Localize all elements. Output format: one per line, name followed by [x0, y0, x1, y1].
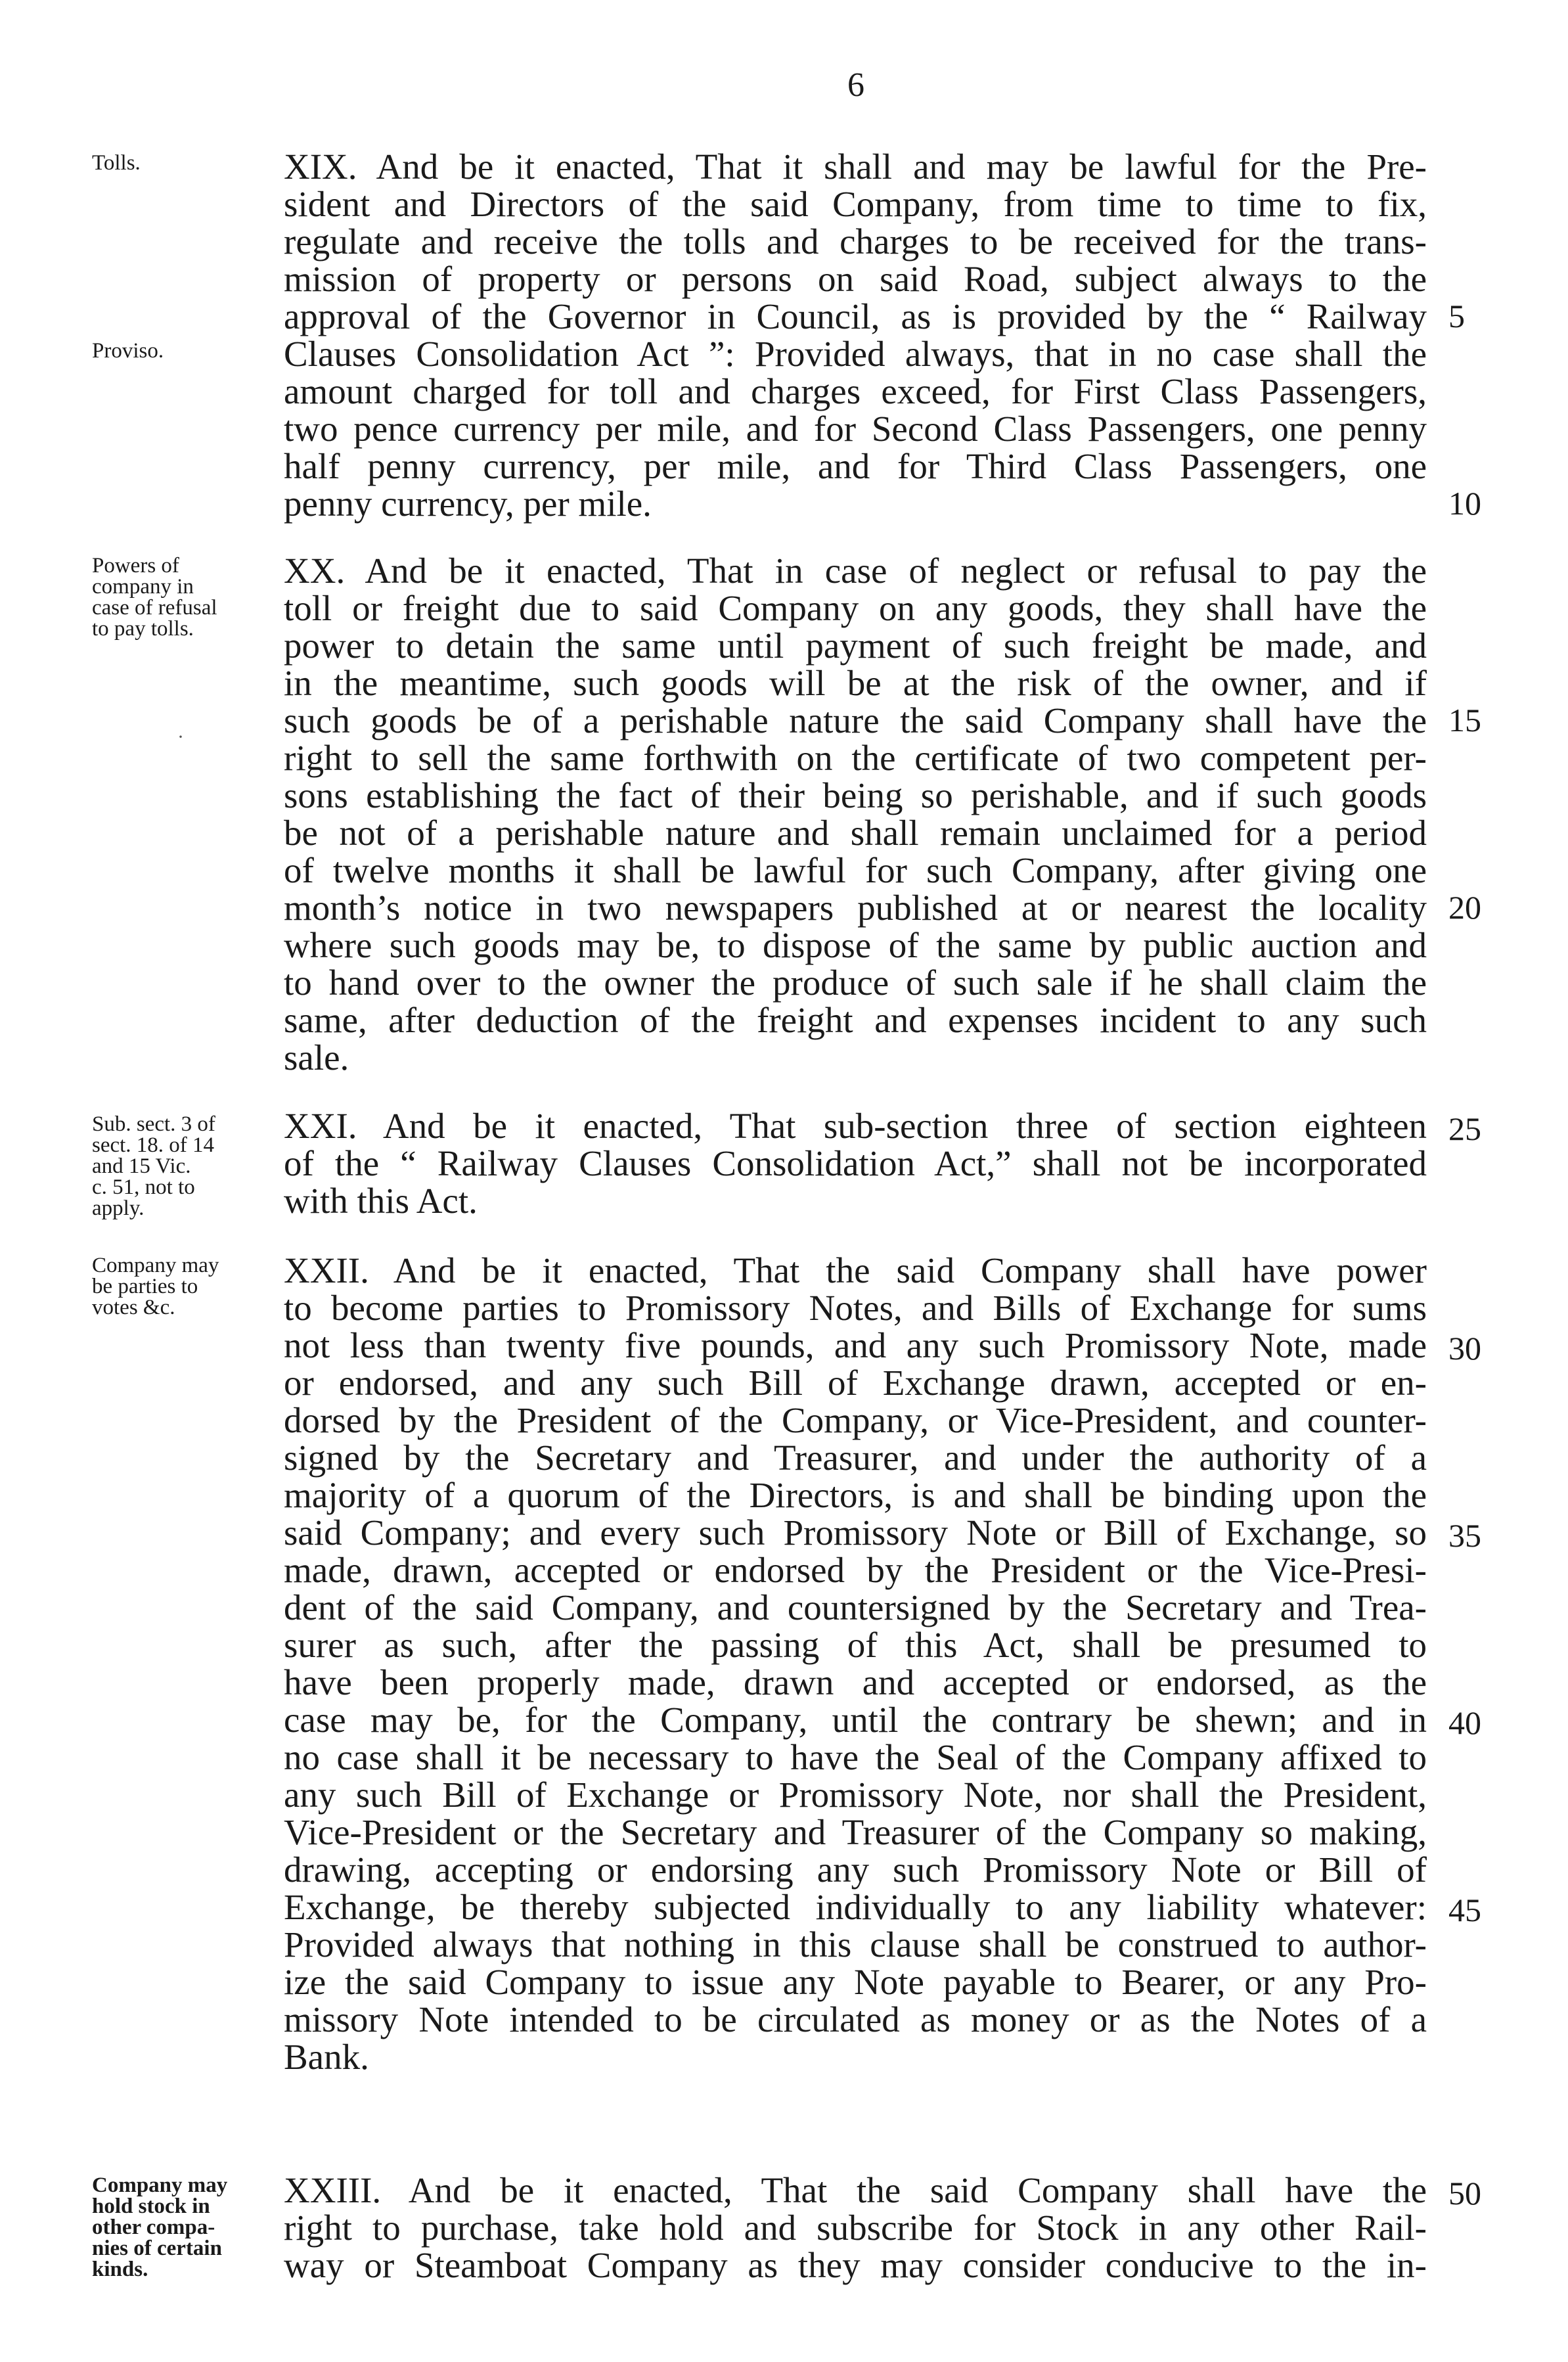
text-line: approval of the Governor in Council, as is provided by the “ Railway [284, 296, 1427, 336]
line-number: 35 [1448, 1517, 1481, 1554]
text-line: way or Steamboat Company as they may consider conducive to the in- [284, 2245, 1427, 2285]
text-line: case may be, for the Company, until the contrary be shewn; and in [284, 1700, 1427, 1740]
text-line: in the meantime, such goods will be at the risk of the owner, and if [284, 663, 1427, 703]
margin-note-proviso [92, 340, 276, 361]
margin-note-line: apply. [92, 1196, 145, 1220]
margin-note-line: votes &c. [92, 1296, 175, 1319]
text-line: right to sell the same forthwith on the certificate of two competent per- [284, 738, 1427, 778]
text-line: half penny currency, per mile, and for Third Class Passengers, one [284, 446, 1427, 486]
margin-note-line: Company may [92, 2173, 228, 2197]
section-xxi [284, 1107, 1427, 1219]
text-line: or endorsed, and any such Bill of Exchange drawn, accepted or en- [284, 1363, 1427, 1403]
margin-note-line: and 15 Vic. [92, 1154, 191, 1178]
text-line: any such Bill of Exchange or Promissory Note, nor shall the President, [284, 1775, 1427, 1815]
margin-note-line: be parties to [92, 1275, 198, 1298]
text-line: XX. And be it enacted, That in case of neglect or refusal to pay the [284, 551, 1427, 591]
section-xxii [284, 1252, 1427, 2076]
margin-note-line: nies of certain [92, 2237, 222, 2260]
text-line: XXI. And be it enacted, That sub-section three of section eighteen [284, 1106, 1427, 1146]
text-line: XXIII. And be it enacted, That the said Company shall have the [284, 2170, 1427, 2210]
line-number: 5 [1448, 298, 1465, 334]
text-line: where such goods may be, to dispose of the same by public auction and [284, 925, 1427, 965]
text-line: sale. [284, 1037, 349, 1078]
margin-note-subsect [92, 1114, 276, 1219]
text-line: surer as such, after the passing of this Act, shall be presumed to [284, 1625, 1427, 1665]
text-line: regulate and receive the tolls and charges to be received for the trans- [284, 221, 1427, 261]
text-line: XXII. And be it enacted, That the said Company shall have power [284, 1250, 1427, 1290]
text-line: drawing, accepting or endorsing any such Promissory Note or Bill of [284, 1850, 1427, 1890]
text-line: have been properly made, drawn and accepted or endorsed, as the [284, 1662, 1427, 1702]
margin-note-line: Tolls. [92, 151, 141, 175]
margin-note-line: kinds. [92, 2258, 148, 2281]
text-line: sons establishing the fact of their being so perishable, and if such goods [284, 775, 1427, 815]
text-line: same, after deduction of the freight and expenses incident to any such [284, 1000, 1427, 1040]
margin-note-line: company in [92, 575, 194, 599]
margin-note-tolls [92, 152, 276, 173]
text-line: signed by the Secretary and Treasurer, and under the authority of a [284, 1438, 1427, 1478]
margin-note-line: sect. 18. of 14 [92, 1133, 215, 1157]
margin-note-line: c. 51, not to [92, 1175, 195, 1199]
section-xix [284, 148, 1427, 522]
text-line: Bank. [284, 2037, 369, 2077]
margin-note-line: Company may [92, 1254, 219, 1277]
stray-mark: · [177, 726, 184, 748]
margin-note-line: Powers of [92, 554, 179, 578]
margin-note-powers [92, 555, 276, 639]
page-number: 6 [847, 66, 864, 104]
line-number: 10 [1448, 485, 1481, 522]
text-line: Provided always that nothing in this clause shall be construed to author- [284, 1924, 1427, 1965]
margin-note-line: other compa- [92, 2215, 215, 2239]
text-line: majority of a quorum of the Directors, is and shall be binding upon the [284, 1475, 1427, 1515]
margin-note-line: case of refusal [92, 596, 217, 620]
text-line: of the “ Railway Clauses Consolidation Act,” shall not be incorporated [284, 1143, 1427, 1183]
line-number: 50 [1448, 2175, 1481, 2212]
margin-note-line: Proviso. [92, 339, 164, 363]
text-line: ize the said Company to issue any Note payable to Bearer, or any Pro- [284, 1962, 1427, 2002]
text-line: mission of property or persons on said Road, subject always to the [284, 259, 1427, 299]
margin-note-company-stock [92, 2175, 276, 2280]
text-line: two pence currency per mile, and for Second Class Passengers, one penny [284, 409, 1427, 449]
section-xx [284, 552, 1427, 1076]
text-line: to hand over to the owner the produce of such sale if he shall claim the [284, 963, 1427, 1003]
text-line: Clauses Consolidation Act ”: Provided always, that in no case shall the [284, 334, 1427, 374]
text-line: amount charged for toll and charges exceed, for First Class Passengers, [284, 371, 1427, 411]
text-line: be not of a perishable nature and shall remain unclaimed for a period [284, 813, 1427, 853]
text-line: Exchange, be thereby subjected individually to any liability whatever: [284, 1887, 1427, 1927]
line-number: 30 [1448, 1330, 1481, 1367]
text-line: power to detain the same until payment of such freight be made, and [284, 625, 1427, 666]
text-line: penny currency, per mile. [284, 484, 652, 524]
text-line: no case shall it be necessary to have the Seal of the Company affixed to [284, 1737, 1427, 1777]
text-line: toll or freight due to said Company on any goods, they shall have the [284, 588, 1427, 628]
text-line: Vice-President or the Secretary and Treasurer of the Company so making, [284, 1812, 1427, 1852]
text-line: with this Act. [284, 1181, 478, 1221]
text-line: not less than twenty five pounds, and any such Promissory Note, made [284, 1325, 1427, 1365]
text-line: right to purchase, take hold and subscribe for Stock in any other Rail- [284, 2208, 1427, 2248]
text-line: said Company; and every such Promissory Note or Bill of Exchange, so [284, 1512, 1427, 1553]
text-line: of twelve months it shall be lawful for such Company, after giving one [284, 850, 1427, 890]
margin-note-line: Sub. sect. 3 of [92, 1112, 215, 1136]
margin-note-line: hold stock in [92, 2194, 210, 2218]
text-line: to become parties to Promissory Notes, and Bills of Exchange for sums [284, 1288, 1427, 1328]
section-xxiii [284, 2171, 1427, 2284]
margin-note-company-votes [92, 1255, 276, 1318]
text-line: dorsed by the President of the Company, or Vice-President, and counter- [284, 1400, 1427, 1440]
line-number: 20 [1448, 889, 1481, 926]
text-line: XIX. And be it enacted, That it shall and may be lawful for the Pre- [284, 147, 1427, 187]
text-line: sident and Directors of the said Company, from time to time to fix, [284, 184, 1427, 224]
text-line: such goods be of a perishable nature the said Company shall have the [284, 700, 1427, 740]
text-line: dent of the said Company, and countersigned by the Secretary and Trea- [284, 1587, 1427, 1627]
text-line: made, drawn, accepted or endorsed by the President or the Vice-Presi- [284, 1550, 1427, 1590]
text-line: month’s notice in two newspapers published at or nearest the locality [284, 888, 1427, 928]
line-number: 45 [1448, 1892, 1481, 1928]
line-number: 25 [1448, 1110, 1481, 1147]
line-number: 40 [1448, 1704, 1481, 1741]
margin-note-line: to pay tolls. [92, 617, 194, 641]
line-number: 15 [1448, 702, 1481, 738]
text-line: missory Note intended to be circulated as money or as the Notes of a [284, 1999, 1427, 2039]
